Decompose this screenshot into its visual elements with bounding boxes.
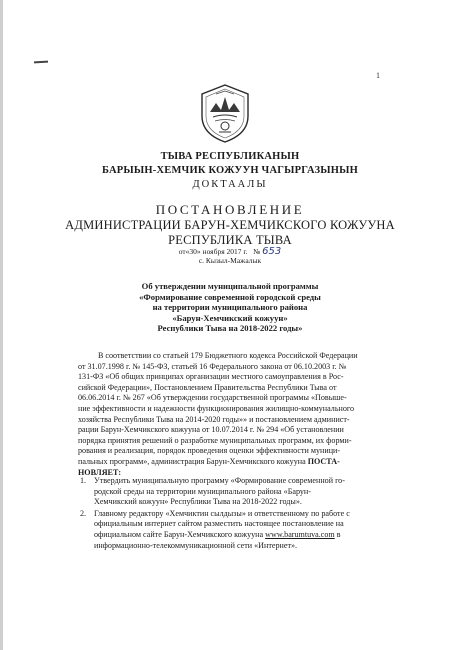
tuvan-header-line-1: ТЫВА РЕСПУБЛИКАНЫН <box>160 151 300 162</box>
preamble-line: рования и реализация, порядок проведения оценки эффективности муници- <box>78 446 341 456</box>
tuvan-header <box>0 150 460 178</box>
item-line <box>94 530 386 541</box>
coat-of-arms-emblem <box>196 82 254 144</box>
resolution-items <box>80 476 386 551</box>
preamble-line <box>78 457 384 468</box>
preamble-line: от 31.07.1998 г. № 145-ФЗ, статьей 16 Федерального закона от 06.10.2003 г. № <box>78 361 347 371</box>
item-number: 1. <box>80 476 87 485</box>
item-line-text: официальном сайте Барун-Хемчикского кожууна <box>94 529 264 539</box>
document-subject <box>0 281 460 334</box>
tuvan-doc-type: ДОКТААЛЫ <box>192 179 268 190</box>
margin-pen-mark <box>34 61 48 64</box>
preamble-line: 131-ФЗ «Об общих принципах организации местного самоуправления в Рос- <box>78 372 344 382</box>
item-number: 2. <box>80 508 87 518</box>
preamble-line: хозяйства Республики Тыва на 2014-2020 годы»» и постановлением админист- <box>78 414 350 424</box>
subject-line: на территории муниципального района <box>152 302 308 313</box>
doc-type-title: ПОСТАНОВЛЕНИЕ <box>155 202 305 217</box>
resolves-word-end: НОВЛЯЕТ: <box>78 467 122 477</box>
subject-line: Республики Тыва на 2018-2022 годы» <box>157 323 303 334</box>
issuing-authority <box>0 218 460 248</box>
document-date: от«30» ноября 2017 г. <box>178 247 248 256</box>
preamble-line: 06.06.2014 г. № 267 «Об утверждении государственной программы «Повыше- <box>78 393 347 403</box>
subject-line: «Формирование современной городской среды <box>139 291 321 302</box>
preamble <box>78 351 384 478</box>
preamble-line: В соответствии со статьей 179 Бюджетного кодекса Российской Федерации <box>98 351 358 360</box>
website-link[interactable]: www.barumtuva.com <box>265 529 335 539</box>
item-line: официальным интернет сайтом разместить настоящее постановление на <box>94 519 344 529</box>
issuing-authority-line-2: РЕСПУБЛИКА ТЫВА <box>168 233 292 247</box>
tuvan-header-line-2: БАРЫЫН-ХЕМЧИК КОЖУУН ЧАГЫРГАЗЫНЫН <box>101 165 359 176</box>
subject-line: «Барун-Хемчикский кожуун» <box>172 312 288 323</box>
document-number: 653 <box>262 246 282 257</box>
item-line: информационно-телекоммуникационной сети «Интернет». <box>94 540 298 550</box>
page-number: 1 <box>376 71 380 80</box>
subject-line: Об утверждении муниципальной программы <box>141 281 319 291</box>
issuing-authority-line-1: АДМИНИСТРАЦИИ БАРУН-ХЕМЧИКСКОГО КОЖУУНА <box>65 218 395 232</box>
item-line: Хемчикский кожуун» Республики Тыва на 2018-2022 годы». <box>94 497 302 507</box>
preamble-line: порядка принятия решений о разработке муниципальных программ, их форми- <box>78 435 352 445</box>
preamble-line: сийской Федерации», Постановлением Правительства Республики Тыва от <box>78 382 337 392</box>
preamble-line: ние эффективности и надежности функционирования жилищно-коммунального <box>78 403 355 413</box>
resolution-item-2 <box>80 509 386 551</box>
item-line: родской среды на территории муниципального района «Барун- <box>94 486 311 496</box>
item-line: Утвердить муниципальную программу «Формирование современной го- <box>94 476 345 485</box>
preamble-line-text: пальных программ», администрация Барун-Хемчикского кожууна <box>78 456 306 466</box>
preamble-line: рации Барун-Хемчикского кожууна от 10.07.2014 г. № 294 «Об установлении <box>78 425 344 435</box>
resolves-word: ПОСТА- <box>307 456 340 466</box>
resolution-item-1 <box>80 476 386 508</box>
item-line: Главному редактору «Хемчиктин сылдызы» и ответственному по работе с <box>94 508 350 518</box>
number-label: № <box>253 247 261 256</box>
item-line-text: в <box>336 529 341 539</box>
document-place: с. Кызыл-Мажалык <box>198 256 262 265</box>
